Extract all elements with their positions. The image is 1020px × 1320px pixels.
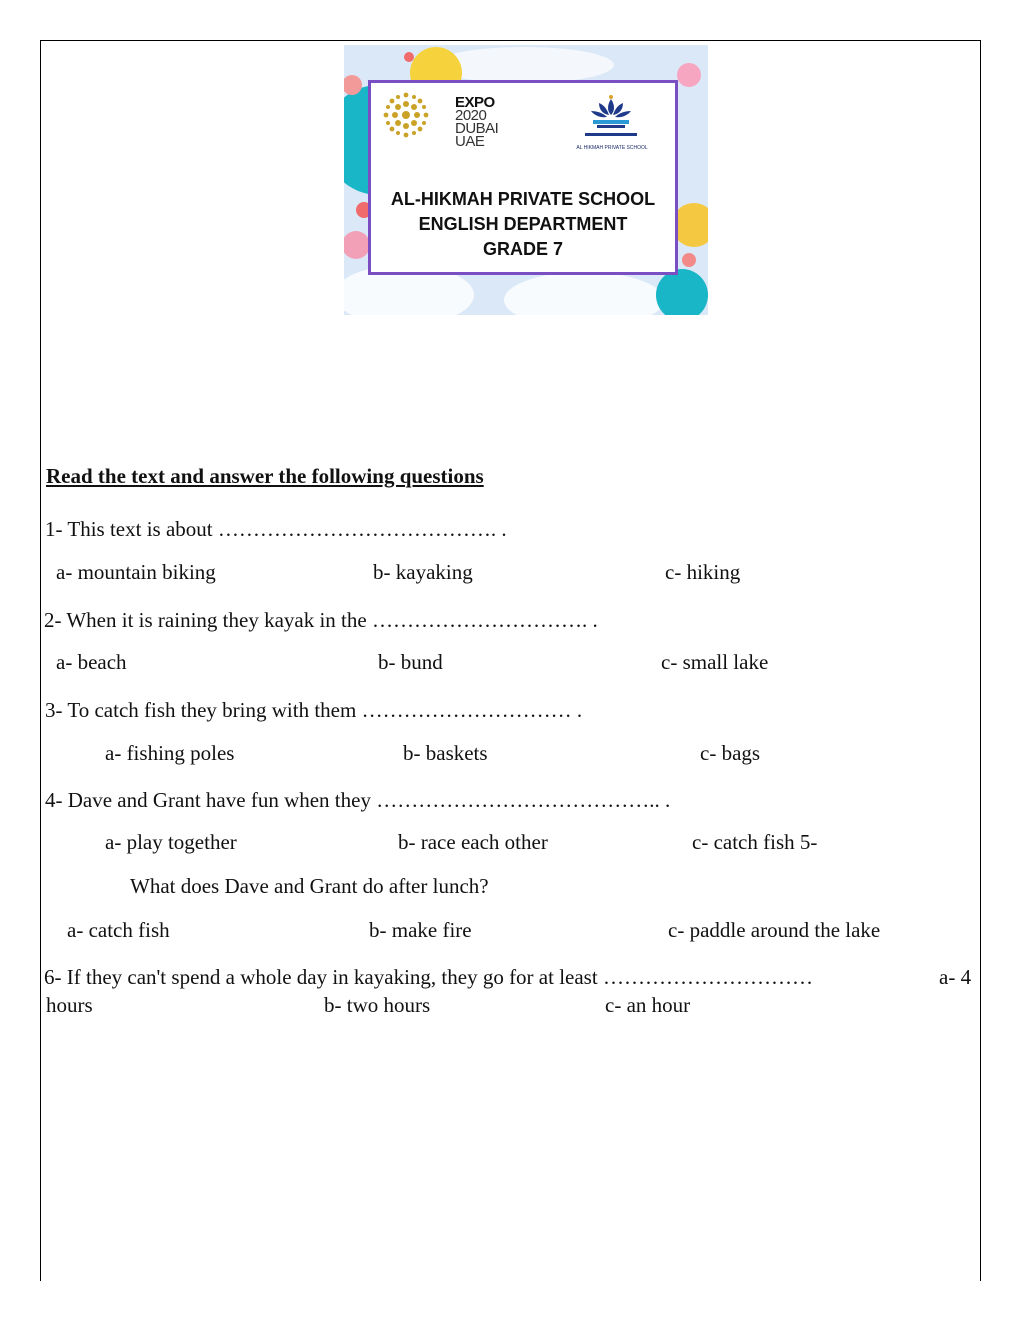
question-5-option-b: b- make fire xyxy=(369,918,472,942)
question-5-prompt: What does Dave and Grant do after lunch? xyxy=(130,874,489,898)
question-3-option-b: b- baskets xyxy=(403,741,488,765)
school-logo-caption: AL HIKMAH PRIVATE SCHOOL xyxy=(576,145,648,151)
grade-label: GRADE 7 xyxy=(482,239,563,259)
question-6-option-b: b- two hours xyxy=(324,993,431,1017)
question-6-option-a-prefix: a- 4 xyxy=(939,965,972,989)
question-2-option-c: c- small lake xyxy=(661,650,769,674)
question-4-option-b: b- race each other xyxy=(398,830,548,854)
question-1-option-c: c- hiking xyxy=(665,560,741,584)
question-2-prompt: 2- When it is raining they kayak in the …………………………. . xyxy=(44,608,598,632)
question-4-option-c: c- catch fish 5- xyxy=(692,830,818,854)
department-name: ENGLISH DEPARTMENT xyxy=(418,214,628,234)
expo-logo-line: 2020 xyxy=(455,107,487,124)
expo-2020-logo-text xyxy=(455,96,515,148)
question-5-option-a: a- catch fish xyxy=(67,918,170,942)
header-card xyxy=(368,80,678,275)
question-1-prompt: 1- This text is about …………………………………. . xyxy=(45,517,507,541)
question-1-option-b: b- kayaking xyxy=(373,560,473,584)
question-1-option-a: a- mountain biking xyxy=(56,560,216,584)
expo-logo-line: UAE xyxy=(455,133,485,150)
header-banner xyxy=(344,45,708,315)
question-6-prompt: 6- If they can't spend a whole day in kayaking, they go for at least ………………………… xyxy=(44,965,813,989)
expo-logo-line: DUBAI xyxy=(455,120,499,137)
question-2-option-a: a- beach xyxy=(56,650,127,674)
question-3-option-a: a- fishing poles xyxy=(105,741,235,765)
question-4-option-a: a- play together xyxy=(105,830,237,854)
question-6-option-c: c- an hour xyxy=(605,993,691,1017)
question-4-prompt: 4- Dave and Grant have fun when they ………………………………….. . xyxy=(45,788,671,812)
question-3-prompt: 3- To catch fish they bring with them ………………………… . xyxy=(45,698,583,722)
question-5-option-c: c- paddle around the lake xyxy=(668,918,881,942)
school-logo-icon xyxy=(571,93,651,143)
expo-logo-line: EXPO xyxy=(455,94,495,111)
expo-2020-emblem-icon xyxy=(381,90,431,140)
question-2-option-b: b- bund xyxy=(378,650,443,674)
question-6-option-a-suffix: hours xyxy=(46,993,93,1017)
instructions-heading: Read the text and answer the following questions xyxy=(46,464,484,488)
school-name: AL-HIKMAH PRIVATE SCHOOL xyxy=(390,189,656,209)
question-3-option-c: c- bags xyxy=(700,741,761,765)
